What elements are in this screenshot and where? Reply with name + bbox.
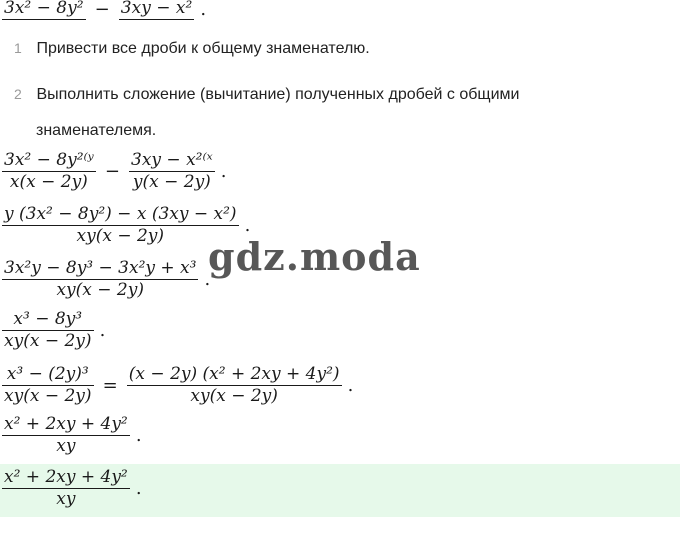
eq1-dot: . xyxy=(220,161,227,182)
eq1-denominator-2: y(x − 2y) xyxy=(132,172,211,192)
eq6-numerator: x² + 2xy + 4y² xyxy=(4,414,128,434)
eq1-numerator-1: 3x² − 8y²⁽ʸ xyxy=(4,150,94,170)
eq5-dot: . xyxy=(347,375,354,396)
answer-dot: . xyxy=(135,478,142,499)
header-numerator-1: 3x² − 8y² xyxy=(4,0,84,18)
eq4-fraction xyxy=(2,309,94,352)
step-1-text: Привести все дроби к общему знаменателю. xyxy=(36,40,370,57)
eq2-fraction xyxy=(2,204,239,247)
equation-3 xyxy=(2,258,210,301)
equation-5 xyxy=(2,364,353,407)
header-fraction-1 xyxy=(2,0,86,20)
header-numerator-2: 3xy − x² xyxy=(120,0,193,18)
eq2-numerator: y (3x² − 8y²) − x (3xy − x²) xyxy=(4,204,237,224)
eq5-fraction-1 xyxy=(2,364,94,407)
eq4-numerator: x³ − 8y³ xyxy=(2,309,94,331)
eq3-denominator: xy(x − 2y) xyxy=(56,280,144,300)
step-2-number: 2 xyxy=(14,86,22,102)
answer-equation xyxy=(2,467,142,510)
header-fraction-2 xyxy=(119,0,194,20)
eq1-numerator-2: 3xy − x²⁽ˣ xyxy=(131,150,213,170)
header-expression xyxy=(2,0,206,20)
eq3-dot: . xyxy=(204,269,211,290)
eq3-numerator: 3x²y − 8y³ − 3x²y + x³ xyxy=(4,258,197,278)
eq4-denominator: xy(x − 2y) xyxy=(4,331,92,351)
eq1-denominator-1: x(x − 2y) xyxy=(9,172,88,192)
eq1-fraction-2 xyxy=(129,150,215,193)
step-1-number: 1 xyxy=(14,40,22,56)
step-1 xyxy=(14,40,370,58)
eq5-numerator-2: (x − 2y) (x² + 2xy + 4y²) xyxy=(128,364,340,384)
eq5-numerator-1: x³ − (2y)³ xyxy=(2,364,94,386)
step-2 xyxy=(14,86,519,104)
eq5-fraction-2 xyxy=(127,364,342,407)
eq4-dot: . xyxy=(99,320,106,341)
eq6-dot: . xyxy=(135,425,142,446)
eq1-fraction-1 xyxy=(2,150,96,193)
equation-1 xyxy=(2,150,227,193)
eq2-denominator: xy(x − 2y) xyxy=(76,226,165,246)
step-2-continuation: знаменателемя. xyxy=(36,122,157,139)
answer-denominator: xy xyxy=(56,489,76,509)
equation-4 xyxy=(2,309,105,352)
eq2-dot: . xyxy=(244,215,251,236)
eq5-operator: = xyxy=(102,375,118,396)
eq5-denominator-1: xy(x − 2y) xyxy=(4,386,92,406)
header-minus: − xyxy=(94,0,110,20)
header-dot: . xyxy=(200,0,207,20)
eq6-denominator: xy xyxy=(56,436,76,456)
answer-numerator: x² + 2xy + 4y² xyxy=(4,467,128,487)
answer-fraction xyxy=(2,467,130,510)
equation-6 xyxy=(2,414,142,457)
eq3-fraction xyxy=(2,258,198,301)
eq5-denominator-2: xy(x − 2y) xyxy=(190,386,278,406)
eq6-fraction xyxy=(2,414,130,457)
step-2-text: Выполнить сложение (вычитание) полученных дробей с общими xyxy=(36,86,520,103)
eq1-operator: − xyxy=(104,161,120,182)
watermark-logo: gdz.moda xyxy=(208,234,421,279)
